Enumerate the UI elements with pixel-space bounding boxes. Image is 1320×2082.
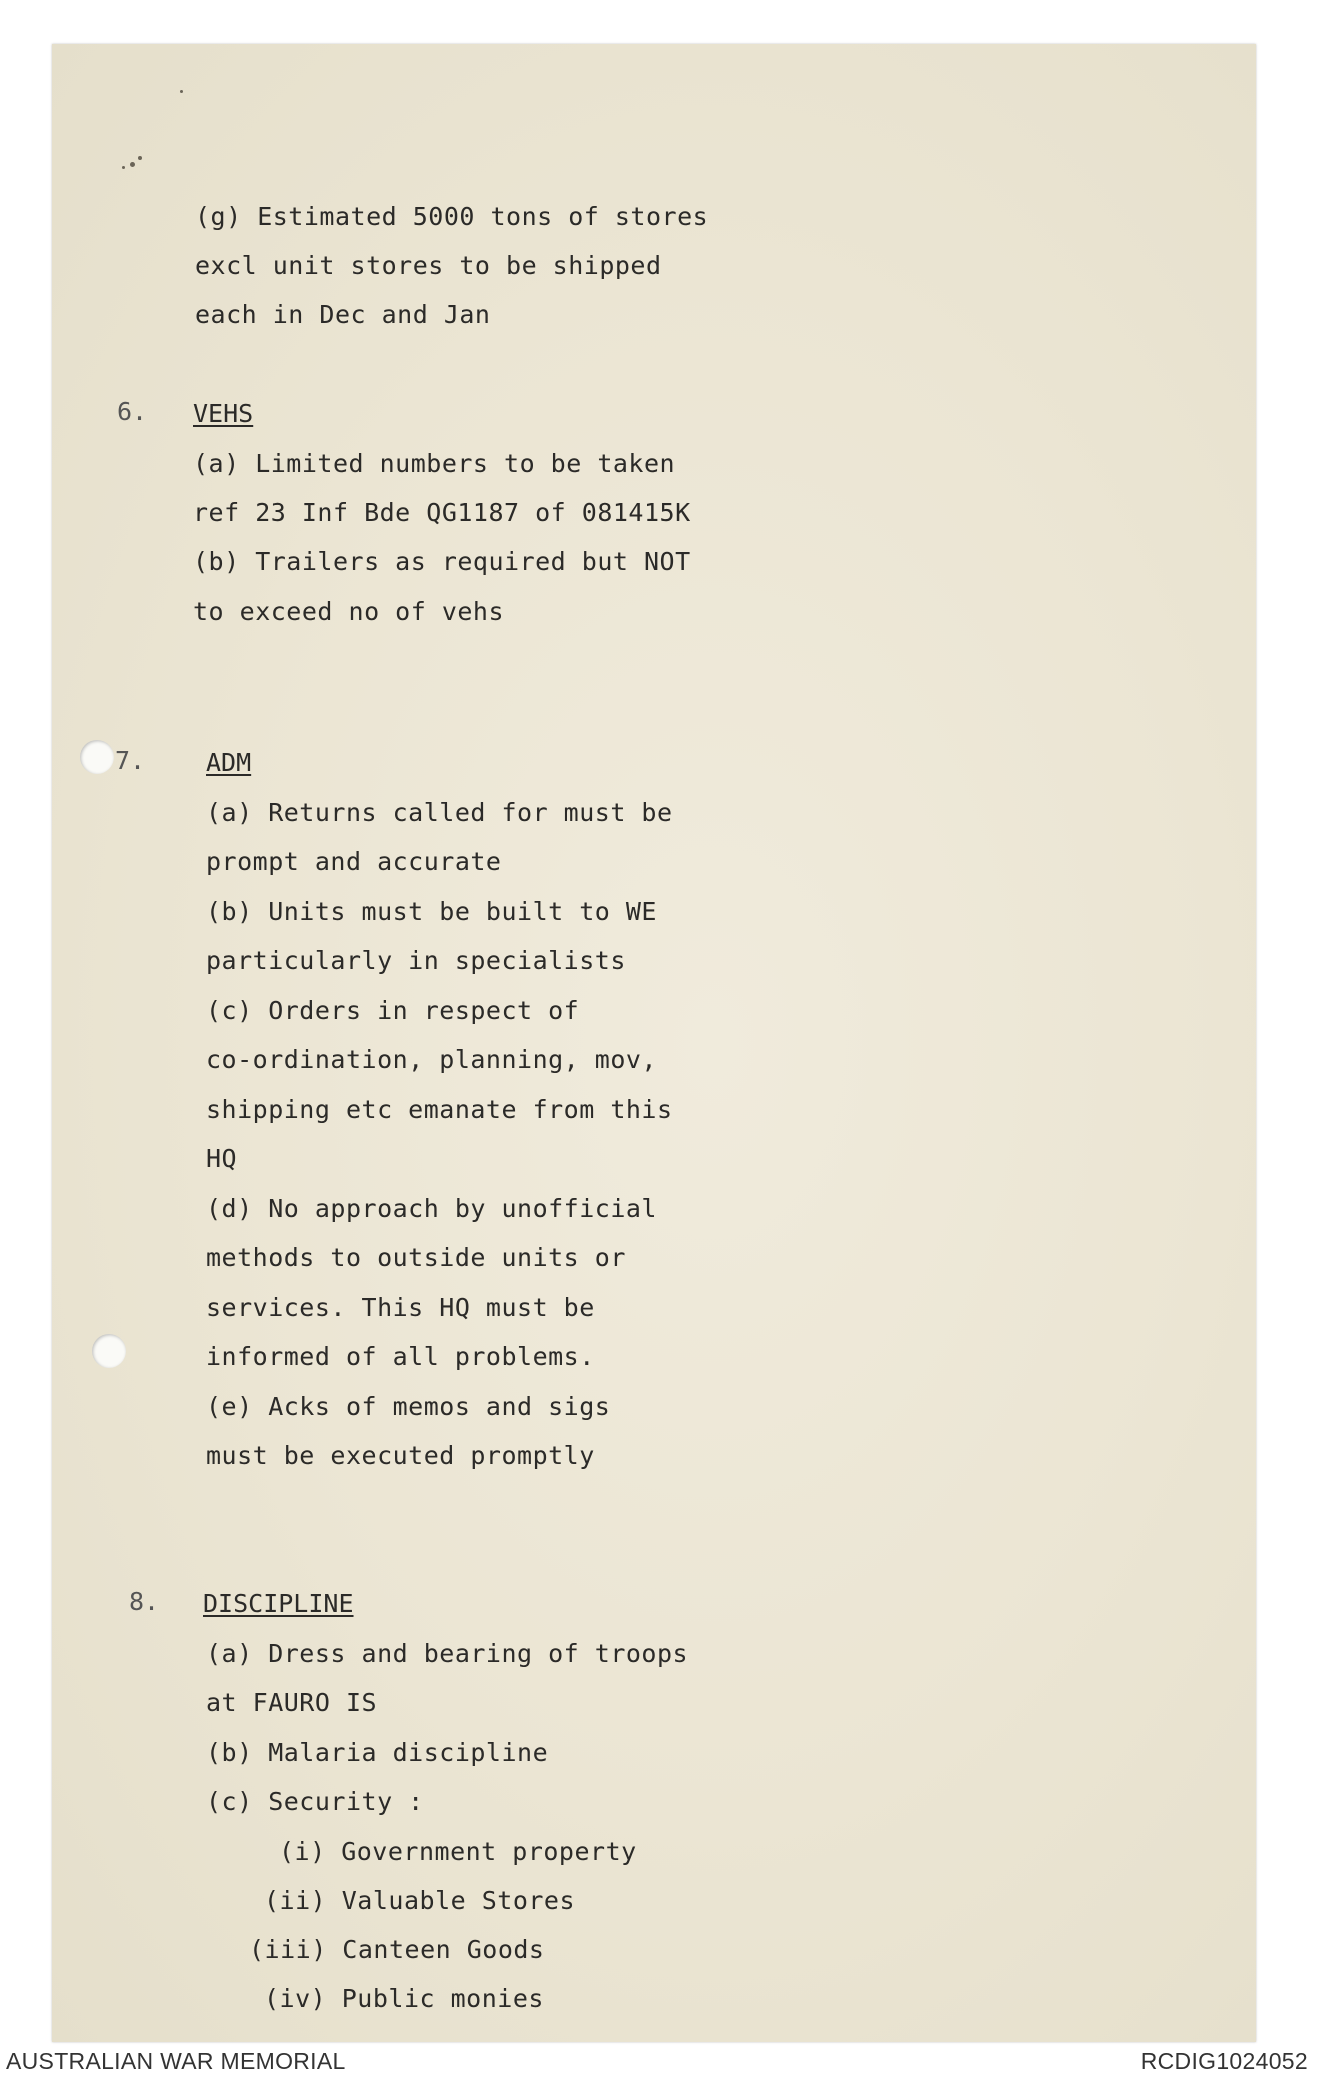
footer-source: AUSTRALIAN WAR MEMORIAL [6,2048,346,2074]
section-7-line: informed of all problems. [206,1342,595,1371]
section-8-line: (c) Security : [206,1787,424,1816]
section-7-line: HQ [206,1144,238,1173]
section-7-heading: ADM [206,748,252,777]
section-8-line: (b) Malaria discipline [206,1738,549,1767]
section-g-line: (g) Estimated 5000 tons of stores [195,202,709,231]
section-8-subline: (ii) Valuable Stores [264,1886,576,1915]
paper-mark [138,156,142,160]
section-7-line: shipping etc emanate from this [206,1095,673,1124]
section-6-number: 6. [117,397,148,426]
section-6-line: to exceed no of vehs [193,597,505,626]
section-8-line: at FAURO IS [206,1688,378,1717]
section-7-line: (b) Units must be built to WE [206,897,657,926]
section-7-line: particularly in specialists [206,946,626,975]
section-7-line: (d) No approach by unofficial [206,1194,657,1223]
paper-mark [130,162,135,167]
paper-mark [122,166,125,169]
section-g-line: excl unit stores to be shipped [195,251,662,280]
section-7-line: (e) Acks of memos and sigs [206,1392,611,1421]
section-6-heading: VEHS [193,399,254,428]
footer-record-id: RCDIG1024052 [1140,2048,1308,2074]
section-7-line: (c) Orders in respect of [206,996,580,1025]
section-8-heading: DISCIPLINE [203,1589,354,1618]
section-g-line: each in Dec and Jan [195,300,491,329]
punch-hole [80,740,114,774]
section-6-line: (b) Trailers as required but NOT [193,547,691,576]
section-8-subline: (i) Government property [279,1837,637,1866]
section-7-number: 7. [115,746,146,775]
punch-hole [92,1334,126,1368]
section-7-line: co-ordination, planning, mov, [206,1045,657,1074]
section-8-number: 8. [129,1587,160,1616]
section-6-line: ref 23 Inf Bde QG1187 of 081415K [193,498,691,527]
section-8-line: (a) Dress and bearing of troops [206,1639,689,1668]
section-7-line: prompt and accurate [206,847,502,876]
section-7-line: services. This HQ must be [206,1293,595,1322]
section-8-subline: (iii) Canteen Goods [249,1935,545,1964]
section-7-line: must be executed promptly [206,1441,595,1470]
section-7-line: methods to outside units or [206,1243,626,1272]
section-6-line: (a) Limited numbers to be taken [193,449,676,478]
section-7-line: (a) Returns called for must be [206,798,673,827]
section-8-subline: (iv) Public monies [264,1984,544,2013]
paper-mark [180,90,183,93]
